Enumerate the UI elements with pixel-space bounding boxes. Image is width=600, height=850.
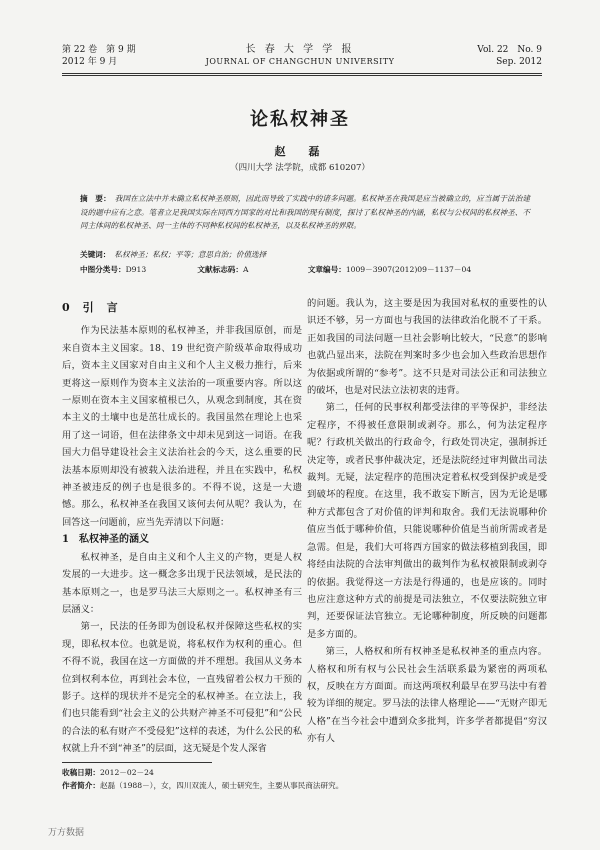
abstract-text: 我国在立法中并未确立私权神圣原则，因此而导致了实践中的诸多问题。私权神圣在我国是应当被确立的，应当属于法治建设的题中应有之意。笔者立足我国实际在同西方国家的对比和我国的现有制度，探讨了私权神圣的内涵，私权与公权间的私权神圣、不同主体间的私权神圣、同一主体的不同种私权间的私权神圣，以及私权神圣的界限。 — [80, 194, 530, 231]
abstract — [80, 192, 530, 233]
section-heading-intro: 0 引 言 — [62, 301, 119, 314]
article-title: 论私权神圣 — [250, 109, 350, 130]
author-bio-label: 作者简介： — [62, 781, 100, 790]
abstract-label: 摘 要： — [80, 194, 111, 203]
header-volume: 第 22 卷 第 9 期 — [62, 45, 136, 55]
journal-name-en: JOURNAL OF CHANGCHUN UNIVERSITY — [205, 57, 395, 66]
journal-name-cn: 长 春 大 学 学 报 — [245, 44, 355, 55]
clc-label: 中图分类号： — [80, 265, 126, 274]
article-affiliation: （四川大学 法学院，成都 610207） — [230, 163, 370, 173]
footnote-author-bio — [62, 780, 343, 792]
classification-line — [80, 264, 540, 276]
section-number: 1 — [62, 534, 69, 546]
keywords-label: 关键词： — [80, 250, 111, 259]
received-value: 2012－02－24 — [99, 768, 154, 777]
body-column-right — [307, 295, 547, 748]
header-rule — [62, 73, 542, 74]
header-volume-en: Vol. 22 No. 9 — [477, 45, 542, 55]
received-label: 收稿日期： — [62, 768, 100, 777]
paragraph: 第一，民法的任务即为创设私权并保障这些私权的实现，即私权本位。也就是说，将私权作为权利的重心。但不得不说，我国在这一方面做的并不理想。我国从义务本位到权利本位，再到社会本位，一直残留着公权力干预的影子。这样的现状并不是完全的私权神圣。在立法上，我们也只能看到“社会主义的公共财产神圣不可侵犯”和“公民的合法的私有财产不受侵犯”这样的表述，为什么公民的私权就上升不到“神圣”的层面，这无疑是个发人深省 — [62, 621, 302, 755]
article-no-value: 1009－3907(2012)09－1137－04 — [345, 265, 472, 274]
section-heading-1 — [62, 531, 302, 548]
body-column-left — [62, 295, 302, 758]
footnote-rule — [62, 762, 212, 763]
paragraph-continued: 的问题。我认为，这主要是因为我国对私权的重要性的认识还不够，另一方面也与我国的法律政治化脱不了干系。正如我国的司法问题一旦社会影响比较大，“民意”的影响也就凸显出来，法院在判案时多少也会加入些政治思想作为依据或所谓的“参考”。这不只是对司法公正和司法独立的破坏，也是对民法立法初衷的违背。 — [307, 298, 547, 397]
article-no-label: 文章编号： — [307, 265, 346, 274]
section-title: 私权神圣的涵义 — [78, 534, 149, 546]
watermark: 万方数据 — [48, 828, 85, 838]
paragraph: 第二，任何的民事权利都受法律的平等保护，非经法定程序，不得被任意限制或剥夺。那么，何为法定程序呢？行政机关做出的行政命令，行政处罚决定，强制拆迁决定等，或者民事仲裁决定，还是法院经过审判做出司法裁判。无疑，法定程序的范围决定着私权受到保护或是受到破坏的程度。在这里，我不敢妄下断言，因为无论是哪种方式都包含了对价值的评判和取舍。我们无法说哪种价值应当低于哪种价值，只能说哪种价值是当前所需或者是急需。但是，我们大可将西方国家的做法移植到我国，即将经由法院的合法审判做出的裁判作为私权被限制或剥夺的依据。我觉得这一方法是行得通的，也是应该的。同时也应注意这种方式的前提是司法独立，不仅要法院独立审判，还要保证法官独立。无论哪种制度，所反映的问题都是多方面的。 — [307, 402, 547, 640]
paragraph: 私权神圣，是自由主义和个人主义的产物，更是人权发展的一大进步。这一概念多出现于民法领域，是民法的基本原则之一，也是罗马法三大原则之一。私权神圣有三层涵义： — [62, 551, 302, 615]
clc-value: D913 — [125, 265, 147, 274]
paragraph: 作为民法基本原则的私权神圣，并非我国原创，而是来自资本主义国家。18、19 世纪资产阶级革命取得成功后，资本主义国家对自由主义和个人主义极力推行，后来更将这一原则作为资本主义法治的一项重要内容。所以这一原则在资本主义国家植根已久，从观念到制度，其在资本主义的土壤中也是茁壮成长的。我国虽然在理论上也采用了这一词语，但在法律条文中却未见到这一词语。在我国大力倡导建设社会主义法治社会的今天，这么重要的民法基本原则却没有被载入法治进程，并且在实践中，私权神圣被违反的例子也是很多的。不得不说，这是一大遗憾。那么，私权神圣在我国又该何去何从呢？我认为，在回答这一问题前，应当先弄清以下问题： — [62, 325, 302, 528]
header-date-en: Sep. 2012 — [496, 57, 542, 67]
article-author: 赵 磊 — [274, 145, 326, 158]
doc-code-label: 文献标志码： — [197, 265, 243, 274]
footnote-received — [62, 767, 154, 779]
keywords — [80, 249, 530, 261]
paragraph: 第三，人格权和所有权神圣是私权神圣的重点内容。人格权和所有权与公民社会生活联系最为紧密的两项私权，反映在方方面面。而这两项权利最早在罗马法中有着较为详细的规定。罗马法的法律人格理论——“无财产即无人格”在当今社会中遭到众多批判，许多学者都提倡“穷汉亦有人 — [307, 646, 547, 745]
header-date: 2012 年 9 月 — [62, 57, 118, 67]
header-volume-info-en — [477, 44, 542, 68]
doc-code-value: A — [242, 265, 249, 274]
header-rule-thin — [62, 75, 542, 76]
keywords-text: 私权神圣；私权；平等；意思自治；价值选择 — [114, 250, 267, 259]
author-bio-value: 赵磊（1988－），女，四川双流人，硕士研究生，主要从事民商法研究。 — [99, 781, 344, 790]
